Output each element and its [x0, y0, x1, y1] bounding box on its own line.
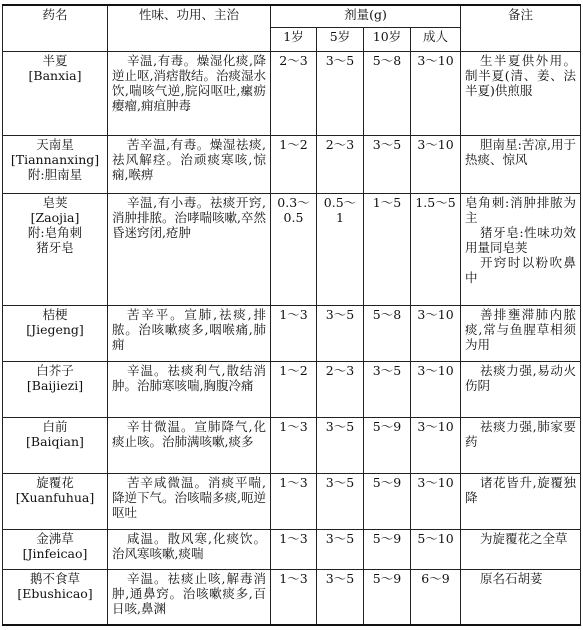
herb-alias: 猪牙皂 [36, 239, 74, 255]
herb-name: 金沸草 [36, 530, 74, 546]
header-dose-10yr: 10岁 [364, 27, 411, 51]
herb-name: 皂荚 [42, 194, 68, 210]
herb-pinyin: [Banxia] [28, 67, 82, 83]
dose-1yr: 2～3 [271, 51, 317, 135]
herb-desc: 咸温。散风寒,化痰饮。治风寒咳嗽,痰喘 [108, 529, 271, 569]
herb-name: 天南星 [36, 136, 74, 152]
dose-10yr: 1～5 [364, 193, 411, 305]
herb-name: 鹅不食草 [29, 570, 80, 586]
herb-name: 白芥子 [36, 362, 74, 378]
herb-desc: 辛温,有毒。燥湿化痰,降逆止呕,消痞散结。治痰湿水饮,喘咳气逆,脘闷呕吐,瘰疬瘿瘤,痈疽肿毒 [108, 51, 271, 135]
herb-name-cell [3, 135, 108, 193]
herb-pinyin: [Zaojia] [30, 209, 80, 225]
herb-desc: 辛温。祛痰利气,散结消肿。治肺寒咳喘,胸腹冷痛 [108, 361, 271, 417]
herb-note: 皂角刺:消肿排脓为主 猪牙皂:性味功效用量同皂荚 开窍时以粉吹鼻中 [461, 193, 581, 305]
table-row [3, 305, 581, 361]
dose-5yr: 3～5 [317, 529, 364, 569]
dose-1yr: 1～3 [271, 417, 317, 473]
header-name: 药名 [3, 5, 108, 51]
table-row [3, 417, 581, 473]
header-dose-5yr: 5岁 [317, 27, 364, 51]
table-row [3, 135, 581, 193]
herb-note: 祛痰力强,肺家要药 [461, 417, 581, 473]
herb-name: 半夏 [42, 52, 68, 68]
herb-name-cell [3, 569, 108, 625]
dose-1yr: 1～3 [271, 473, 317, 529]
herb-note: 善排壅滞肺内脓痰,常与鱼腥草相须为用 [461, 305, 581, 361]
dose-10yr: 5～9 [364, 569, 411, 625]
dose-5yr: 3～5 [317, 473, 364, 529]
dose-adult: 6～9 [411, 569, 461, 625]
dose-5yr: 3～5 [317, 417, 364, 473]
header-note: 备注 [461, 5, 581, 51]
dose-adult: 3～10 [411, 305, 461, 361]
table-row [3, 193, 581, 305]
herb-name: 白前 [42, 418, 68, 434]
table-row [3, 51, 581, 135]
dose-10yr: 3～5 [364, 135, 411, 193]
dose-10yr: 5～9 [364, 529, 411, 569]
dose-1yr: 0.3～0.5 [271, 193, 317, 305]
dose-adult: 3～10 [411, 135, 461, 193]
herb-name-cell [3, 193, 108, 305]
dose-adult: 3～10 [411, 473, 461, 529]
herb-desc: 苦辛平。宣肺,祛痰,排脓。治咳嗽痰多,咽喉痛,肺痈 [108, 305, 271, 361]
dose-10yr: 3～5 [364, 361, 411, 417]
herb-dosage-table [2, 4, 581, 626]
dose-adult: 1.5～5 [411, 193, 461, 305]
herb-name-cell [3, 529, 108, 569]
dose-adult: 3～10 [411, 51, 461, 135]
table-row [3, 361, 581, 417]
herb-note: 生半夏供外用。制半夏(清、姜、法半夏)供煎服 [461, 51, 581, 135]
herb-desc: 苦辛咸微温。消痰平喘,降逆下气。治咳喘多痰,呃逆呕吐 [108, 473, 271, 529]
herb-name-cell [3, 417, 108, 473]
herb-desc: 辛甘微温。宣肺降气,化痰止咳。治肺满咳嗽,痰多 [108, 417, 271, 473]
herb-name-cell [3, 361, 108, 417]
dose-1yr: 1～2 [271, 361, 317, 417]
dose-5yr: 3～5 [317, 305, 364, 361]
herb-pinyin: [Ebushicao] [17, 585, 93, 601]
table-row [3, 529, 581, 569]
dose-10yr: 5～8 [364, 305, 411, 361]
dose-1yr: 1～3 [271, 569, 317, 625]
header-dose-1yr: 1岁 [271, 27, 317, 51]
herb-name: 旋覆花 [36, 474, 74, 490]
herb-note: 为旋覆花之全草 [461, 529, 581, 569]
dose-10yr: 5～8 [364, 51, 411, 135]
dose-5yr: 2～3 [317, 135, 364, 193]
dose-5yr: 0.5～1 [317, 193, 364, 305]
herb-name: 桔梗 [42, 306, 68, 322]
header-dose-group: 剂量(g) [271, 5, 461, 27]
dose-adult: 3～10 [411, 417, 461, 473]
dose-5yr: 3～5 [317, 569, 364, 625]
herb-pinyin: [Xuanfuhua] [15, 489, 95, 505]
header-desc: 性味、功用、主治 [108, 5, 271, 51]
dose-1yr: 1～2 [271, 135, 317, 193]
herb-pinyin: [Baiqian] [26, 433, 84, 449]
dose-adult: 5～10 [411, 529, 461, 569]
dose-5yr: 3～5 [317, 51, 364, 135]
dose-5yr: 2～3 [317, 361, 364, 417]
dose-adult: 3～10 [411, 361, 461, 417]
herb-alias: 附:皂角刺 [27, 224, 83, 240]
herb-desc: 辛温。祛痰止咳,解毒消肿,通鼻窍。治咳嗽痰多,百日咳,鼻渊 [108, 569, 271, 625]
dose-10yr: 5～9 [364, 417, 411, 473]
dose-1yr: 1～3 [271, 529, 317, 569]
herb-note: 诸花皆升,旋覆独降 [461, 473, 581, 529]
herb-name-cell [3, 51, 108, 135]
table-row [3, 569, 581, 625]
herb-note: 胆南星:苦凉,用于热痰、惊风 [461, 135, 581, 193]
herb-name-cell [3, 473, 108, 529]
header-dose-adult: 成人 [411, 27, 461, 51]
herb-pinyin: [Jiegeng] [26, 321, 84, 337]
dose-10yr: 5～9 [364, 473, 411, 529]
herb-pinyin: [Baijiezi] [26, 377, 84, 393]
dose-1yr: 1～3 [271, 305, 317, 361]
herb-desc: 辛温,有小毒。祛痰开窍,消肿排脓。治哮喘咳嗽,卒然昏迷窍闭,疮肿 [108, 193, 271, 305]
herb-note: 原名石胡荽 [461, 569, 581, 625]
herb-pinyin: [Tiannanxing] [10, 151, 100, 167]
herb-desc: 苦辛温,有毒。燥湿祛痰,祛风解痉。治顽痰寒咳,惊痫,喉痹 [108, 135, 271, 193]
herb-alias: 附:胆南星 [27, 166, 83, 182]
table-row [3, 473, 581, 529]
herb-note: 祛痰力强,易动火伤阴 [461, 361, 581, 417]
herb-name-cell [3, 305, 108, 361]
herb-pinyin: [Jinfeicao] [22, 545, 88, 561]
